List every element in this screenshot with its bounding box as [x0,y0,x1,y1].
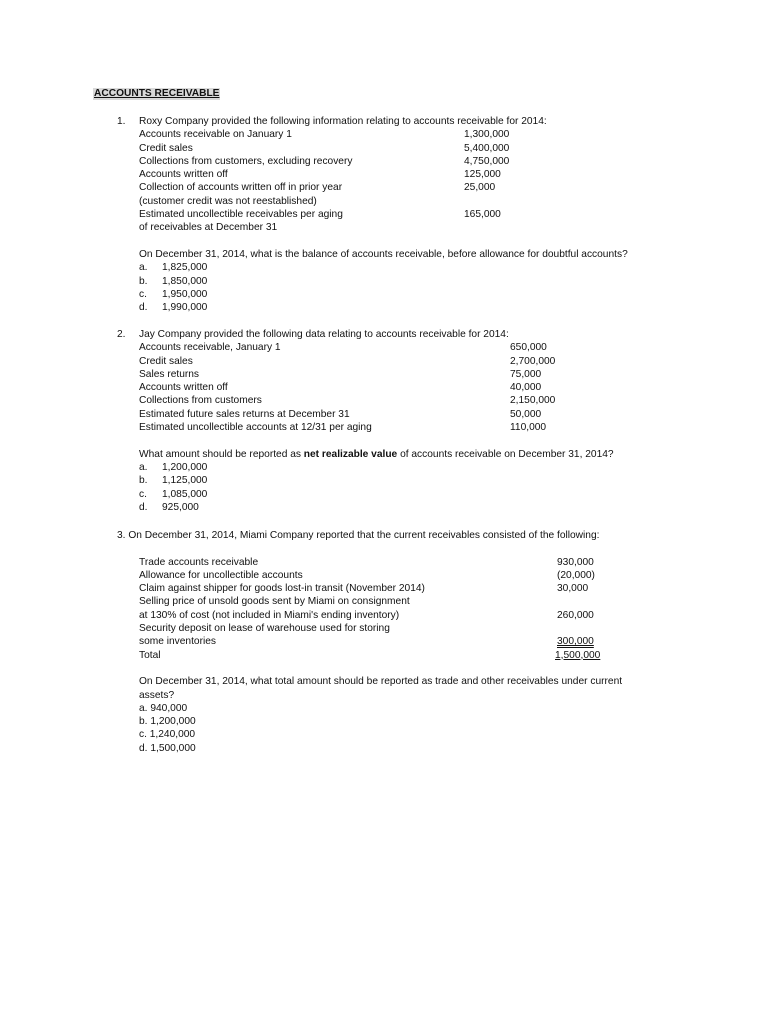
data-row: Accounts receivable on January 1 1,300,000 [139,129,510,141]
data-row: Collections from customers 2,150,000 [139,395,556,407]
question-number: 2. [117,329,126,340]
data-row: Allowance for uncollectible accounts (20,000) [139,569,595,581]
data-row: Sales returns 75,000 [139,368,542,380]
data-row: some inventories 300,000 [139,636,594,648]
answer-option: a. 940,000 [139,702,188,714]
data-row: Estimated future sales returns at December 31 50,000 [139,408,542,420]
answer-option: a. 1,825,000 [139,262,208,274]
data-row: Estimated uncollectible receivables per aging 165,000 [139,209,501,221]
data-row: of receivables at December 31 [139,222,278,234]
data-row: Collections from customers, excluding recovery 4,750,000 [139,155,510,167]
emphasis-text: net realizable value [303,448,398,460]
question-text: On December 31, 2014, what is the balance of accounts receivable, before allowance for doubtful accounts? [139,248,628,260]
answer-option: b. 1,125,000 [139,475,208,487]
data-row: Selling price of unsold goods sent by Miami on consignment [139,596,410,608]
data-row: Accounts written off 125,000 [139,169,501,181]
answer-option: c. 1,240,000 [139,729,196,741]
question-2 [117,328,677,514]
answer-option: c. 1,085,000 [139,488,208,500]
data-row: Collection of accounts written off in prior year 25,000 [139,182,496,194]
question-text: What amount should be reported as net realizable value of accounts receivable on December 31, 2014? [139,448,614,460]
question-text: On December 31, 2014, what total amount should be reported as trade and other receivables under current [139,676,623,688]
data-row: Credit sales 2,700,000 [139,355,556,367]
answer-option: b. 1,850,000 [139,275,208,287]
question-intro: Jay Company provided the following data relating to accounts receivable for 2014: [139,329,509,340]
data-row: at 130% of cost (not included in Miami's ending inventory) 260,000 [139,609,594,621]
answer-option: c. 1,950,000 [139,288,208,300]
question-3 [117,529,677,755]
data-row: Accounts receivable, January 1 650,000 [139,342,547,354]
question-number: 1. [117,116,126,127]
section-heading: ACCOUNTS RECEIVABLE [94,88,220,99]
question-intro: 3. On December 31, 2014, Miami Company reported that the current receivables consisted of the following: [117,530,600,541]
data-row: Accounts written off 40,000 [139,382,542,394]
data-row: Credit sales 5,400,000 [139,142,510,154]
answer-option: a. 1,200,000 [139,461,208,473]
answer-option: d. 1,990,000 [139,302,208,314]
question-text-cont: assets? [139,689,175,701]
data-row: Security deposit on lease of warehouse used for storing [139,623,390,635]
answer-option: d. 925,000 [139,501,199,513]
data-row: (customer credit was not reestablished) [139,195,317,207]
data-row: Trade accounts receivable 930,000 [139,556,594,568]
question-intro: Roxy Company provided the following information relating to accounts receivable for 2014: [139,116,547,127]
total-row: Total 1,500,000 [139,649,601,661]
question-1 [117,115,677,314]
data-row: Estimated uncollectible accounts at 12/31 per aging 110,000 [139,422,547,434]
data-row: Claim against shipper for goods lost-in transit (November 2014) 30,000 [139,583,589,595]
answer-option: d. 1,500,000 [139,742,196,754]
answer-option: b. 1,200,000 [139,716,196,728]
